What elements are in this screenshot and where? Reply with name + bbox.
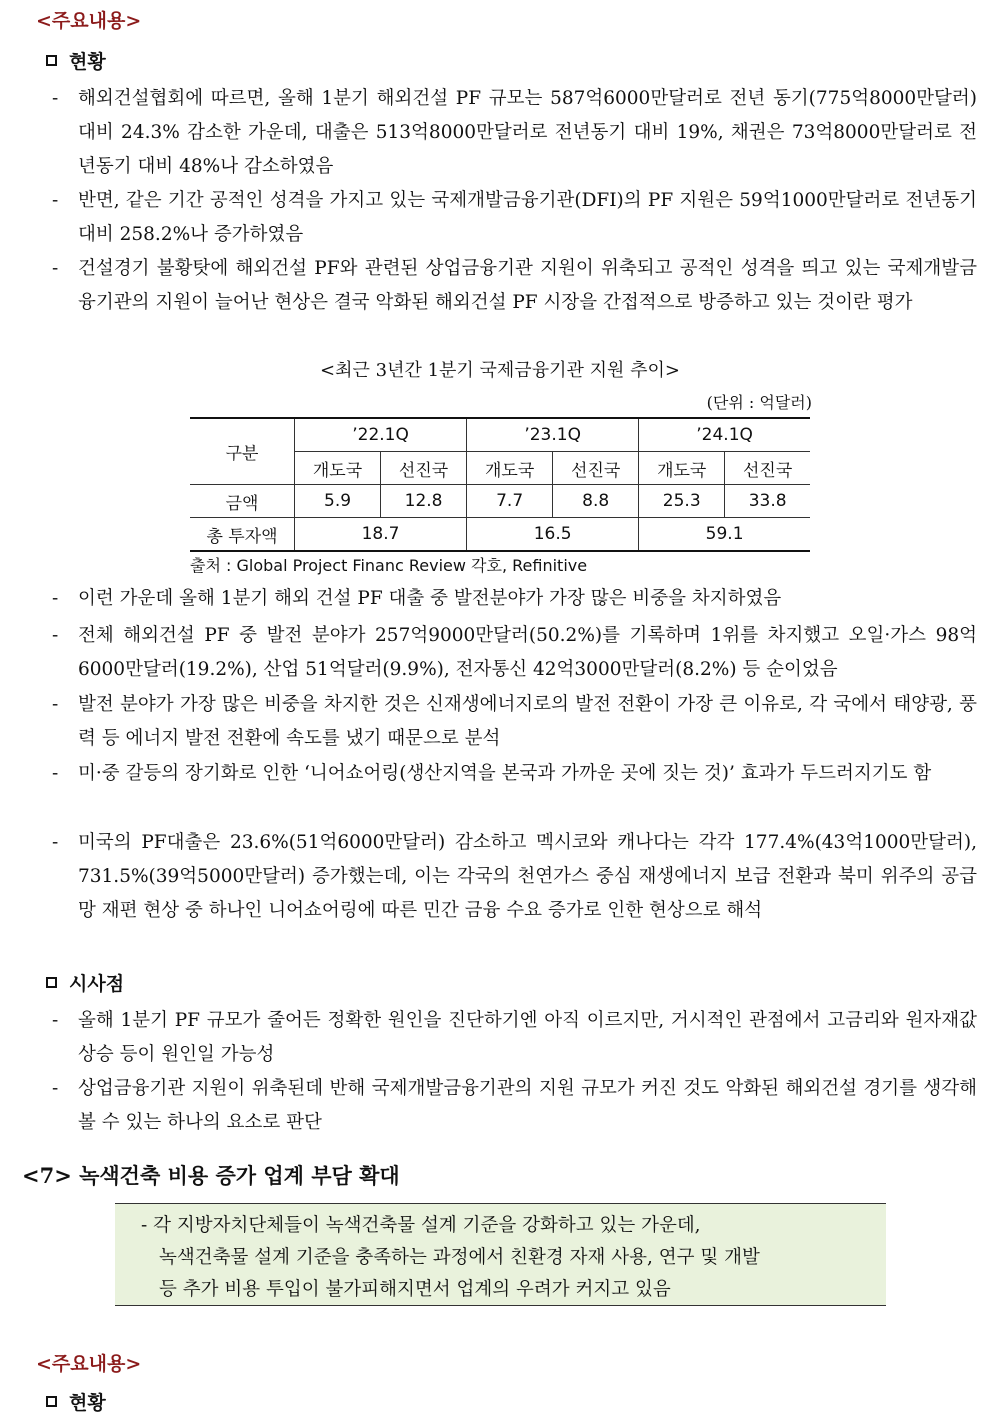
- summary-box: [115, 1203, 886, 1306]
- checkbox-square-icon: [46, 55, 57, 66]
- bullet-dash: -: [52, 763, 59, 784]
- bullet-item: [52, 619, 977, 687]
- bullet-text: 전체 해외건설 PF 중 발전 분야가 257억9000만달러(50.2%)를 기록하며 1위를 차지했고 오일·가스 98억 6000만달러(19.2%), 산업 51억달러(9.9%), 전자통신 42억3000만달러(8.2%) 등 순이었음: [78, 625, 977, 680]
- section-title: 시사점: [69, 973, 125, 995]
- bullet-text: 반면, 같은 기간 공적인 성격을 가지고 있는 국제개발금융기관(DFI)의 PF 지원은 59억1000만달러로 전년동기 대비 258.2%나 증가하였음: [78, 190, 977, 245]
- bullet-item: [52, 184, 977, 252]
- investment-table: [190, 417, 810, 552]
- bullet-dash: -: [52, 694, 59, 715]
- row-label-cell: 금액: [190, 485, 295, 518]
- bullet-dash: -: [52, 1078, 59, 1099]
- table-source: 출처 : Global Project Financ Review 각호, Refinitive: [190, 556, 588, 575]
- bullet-item: [52, 826, 977, 928]
- table-header-row: [190, 418, 810, 452]
- row-header-cell: 구분: [190, 418, 295, 485]
- bullet-dash: -: [52, 832, 59, 853]
- bullet-text: 이런 가운데 올해 1분기 해외 건설 PF 대출 중 발전분야가 가장 많은 비중을 차지하였음: [78, 588, 782, 609]
- bullet-dash: -: [52, 625, 59, 646]
- table-row: [190, 485, 810, 518]
- subheader-cell: 선진국: [381, 452, 467, 485]
- subheader-cell: 선진국: [553, 452, 639, 485]
- bullet-dash: -: [52, 88, 59, 109]
- bullet-text: 상업금융기관 지원이 위축된데 반해 국제개발금융기관의 지원 규모가 커진 것도 악화된 해외건설 경기를 생각해볼 수 있는 하나의 요소로 판단: [78, 1078, 977, 1133]
- subheader-cell: 개도국: [639, 452, 725, 485]
- table-cell: 5.9: [295, 485, 381, 518]
- subheader-cell: 개도국: [467, 452, 553, 485]
- bullet-dash: -: [52, 588, 59, 609]
- checkbox-square-icon: [46, 1396, 57, 1407]
- bullet-item: [52, 757, 977, 791]
- bullet-item: [52, 252, 977, 320]
- section-heading-implications: [46, 969, 124, 996]
- period-header: ’22.1Q: [295, 418, 467, 452]
- summary-line: 등 추가 비용 투입이 불가피해지면서 업계의 우려가 커지고 있음: [159, 1279, 671, 1300]
- bullet-item: [52, 688, 977, 756]
- bullet-item: [52, 82, 977, 184]
- summary-line: 녹색건축물 설계 기준을 충족하는 과정에서 친환경 자재 사용, 연구 및 개발: [159, 1247, 760, 1268]
- table-cell: 12.8: [381, 485, 467, 518]
- table-cell: 8.8: [553, 485, 639, 518]
- table-unit: (단위 : 억달러): [706, 393, 812, 412]
- bullet-text: 미국의 PF대출은 23.6%(51억6000만달러) 감소하고 멕시코와 캐나다는 각각 177.4%(43억1000만달러), 731.5%(39억5000만달러) 증가했는데, 이는 각국의 천연가스 중심 재생에너지 보급 전환과 북미 위주의 공급망 재편 현상 중 하나인 니어쇼어링에 따른 민간 금융 수요 증가로 인한 현상으로 해석: [78, 832, 977, 921]
- subheader-cell: 개도국: [295, 452, 381, 485]
- bullet-item: [52, 1004, 977, 1072]
- subheader-cell: 선진국: [725, 452, 810, 485]
- period-header: ’23.1Q: [467, 418, 639, 452]
- bullet-text: 건설경기 불황탓에 해외건설 PF와 관련된 상업금융기관 지원이 위축되고 공적인 성격을 띄고 있는 국제개발금융기관의 지원이 늘어난 현상은 결국 악화된 해외건설 PF 시장을 간접적으로 방증하고 있는 것이란 평가: [78, 258, 977, 313]
- bullet-text: 발전 분야가 가장 많은 비중을 차지한 것은 신재생에너지로의 발전 전환이 가장 큰 이유로, 각 국에서 태양광, 풍력 등 에너지 발전 전환에 속도를 냈기 때문으로 분석: [78, 694, 977, 749]
- bullet-text: 미·중 갈등의 장기화로 인한 ‘니어쇼어링(생산지역을 본국과 가까운 곳에 짓는 것)’ 효과가 두드러지기도 함: [78, 763, 932, 784]
- summary-line: - 각 지방자치단체들이 녹색건축물 설계 기준을 강화하고 있는 가운데,: [141, 1215, 701, 1236]
- table-cell: 18.7: [295, 518, 467, 552]
- chapter-title: <7> 녹색건축 비용 증가 업계 부담 확대: [22, 1163, 400, 1188]
- table-cell: 25.3: [639, 485, 725, 518]
- table-title: <최근 3년간 1분기 국제금융기관 지원 추이>: [320, 360, 680, 381]
- row-label-cell: 총 투자액: [190, 518, 295, 552]
- table-row: [190, 518, 810, 552]
- period-header: ’24.1Q: [639, 418, 810, 452]
- checkbox-square-icon: [46, 977, 57, 988]
- section-title: 현황: [69, 51, 106, 73]
- bullet-dash: -: [52, 258, 59, 279]
- section-heading-current: [46, 1388, 106, 1415]
- bullet-text: 올해 1분기 PF 규모가 줄어든 정확한 원인을 진단하기엔 아직 이르지만, 거시적인 관점에서 고금리와 원자재값 상승 등이 원인일 가능성: [78, 1010, 977, 1065]
- section-title: 현황: [69, 1392, 106, 1414]
- bullet-dash: -: [52, 1010, 59, 1031]
- table-cell: 33.8: [725, 485, 810, 518]
- bullet-text: 해외건설협회에 따르면, 올해 1분기 해외건설 PF 규모는 587억6000만달러로 전년 동기(775억8000만달러) 대비 24.3% 감소한 가운데, 대출은 513억8000만달러로 전년동기 대비 19%, 채권은 73억8000만달러로 전년동기 대비 48%나 감소하였음: [78, 88, 977, 177]
- section-heading-current: [46, 47, 106, 74]
- table-cell: 59.1: [639, 518, 810, 552]
- bullet-dash: -: [52, 190, 59, 211]
- bullet-item: [52, 1072, 977, 1140]
- table-cell: 7.7: [467, 485, 553, 518]
- main-content-label: <주요내용>: [36, 10, 142, 32]
- bullet-item: [52, 582, 977, 616]
- main-content-label: <주요내용>: [36, 1353, 142, 1375]
- table-cell: 16.5: [467, 518, 639, 552]
